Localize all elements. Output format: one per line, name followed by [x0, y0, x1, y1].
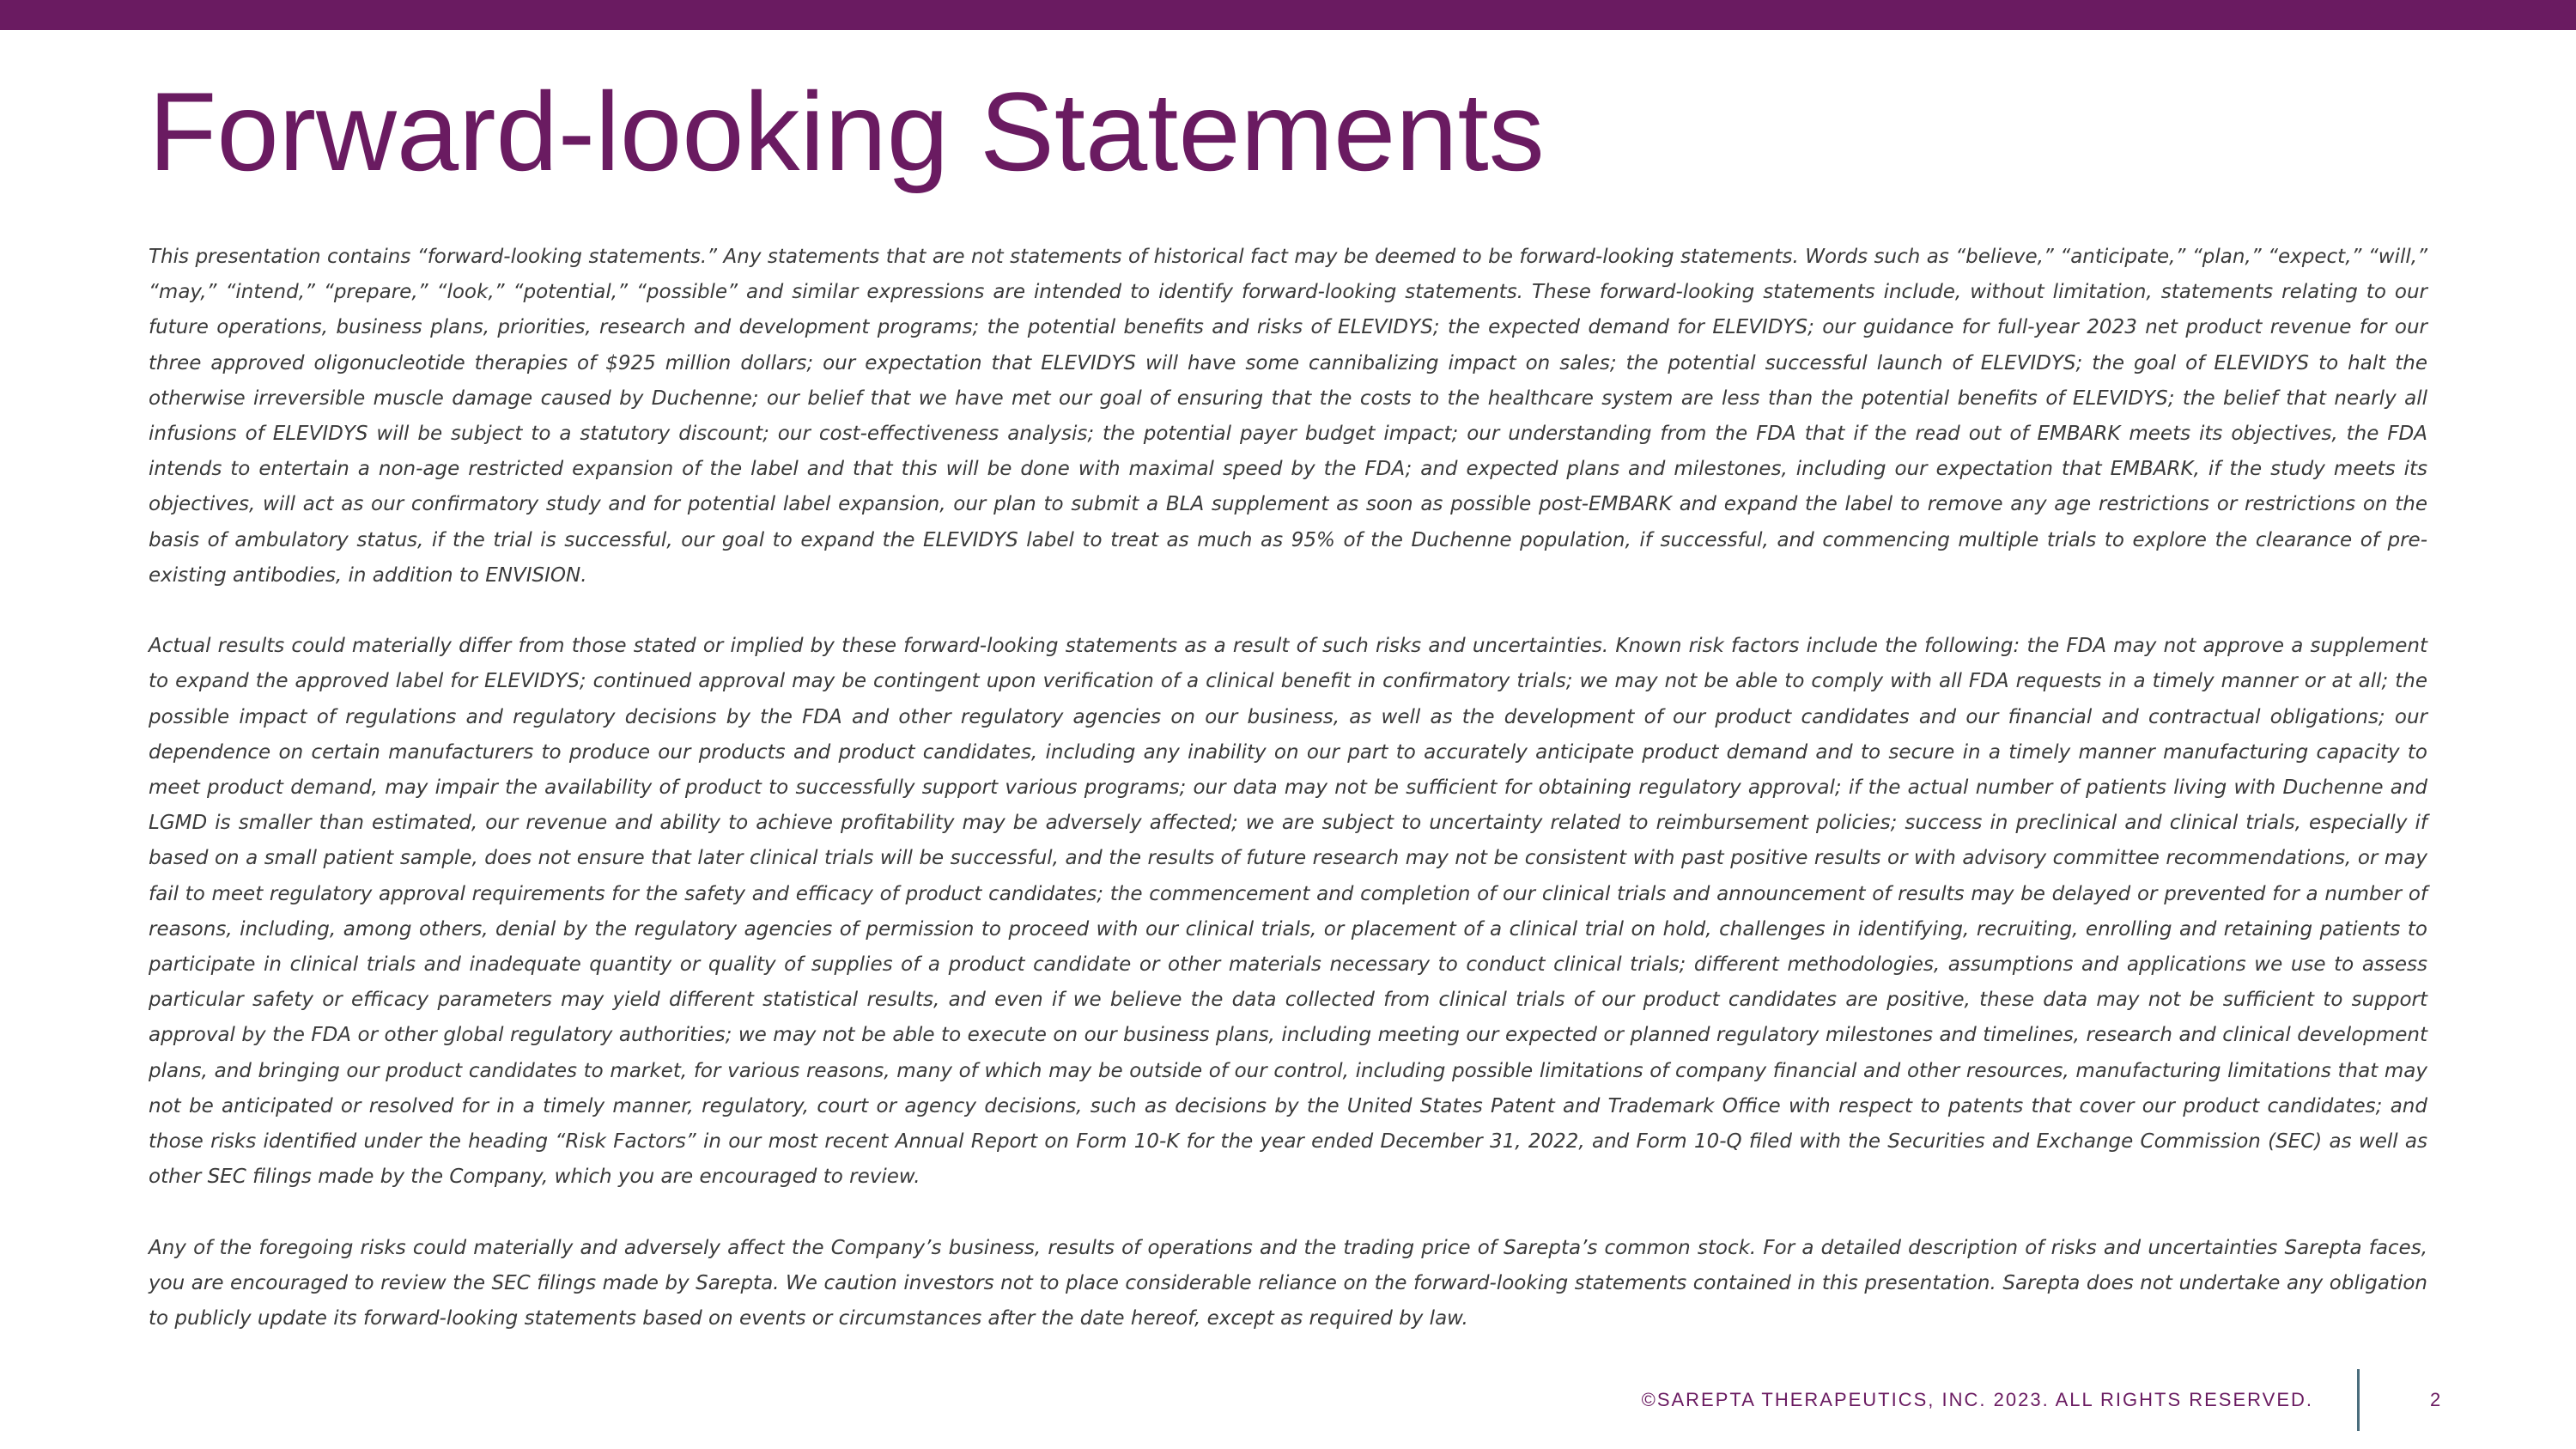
page-title: Forward-looking Statements	[149, 69, 1545, 194]
paragraph-caution: Any of the foregoing risks could materially and adversely affect the Company’s business, results of operations and the trading price of Sarepta’s common stock. For a detailed description of risks and uncertainties Sarepta faces, you are encouraged to review the SEC filings made by Sarepta. We caution investors not to place considerable reliance on the forward-looking statements contained in this presentation. Sarepta does not undertake any obligation to publicly update its forward-looking statements based on events or circumstances after the date hereof, except as required by law.	[149, 1236, 2427, 1330]
disclaimer-body	[149, 240, 2427, 1336]
paragraph-forward-looking-intro: This presentation contains “forward-looking statements.” Any statements that are not statements of historical fact may be deemed to be forward-looking statements. Words such as “believe,” “anticipate,” “plan,” “expect,” “will,” “may,” “intend,” “prepare,” “look,” “potential,” “possible” and similar expressions are intended to identify forward-looking statements. These forward-looking statements include, without limitation, statements relating to our future operations, business plans, priorities, research and development programs; the potential benefits and risks of ELEVIDYS; the expected demand for ELEVIDYS; our guidance for full-year 2023 net product revenue for our three approved oligonucleotide therapies of $925 million dollars; our expectation that ELEVIDYS will have some cannibalizing impact on sales; the potential successful launch of ELEVIDYS; the goal of ELEVIDYS to halt the otherwise irreversible muscle damage caused by Duchenne; our belief that we have met our goal of ensuring that the costs to the healthcare system are less than the potential benefits of ELEVIDYS; the belief that nearly all infusions of ELEVIDYS will be subject to a statutory discount; our cost-effectiveness analysis; the potential payer budget impact; our understanding from the FDA that if the read out of EMBARK meets its objectives, the FDA intends to entertain a non-age restricted expansion of the label and that this will be done with maximal speed by the FDA; and expected plans and milestones, including our expectation that EMBARK, if the study meets its objectives, will act as our confirmatory study and for potential label expansion, our plan to submit a BLA supplement as soon as possible post-EMBARK and expand the label to remove any age restrictions or restrictions on the basis of ambulatory status, if the trial is successful, our goal to expand the ELEVIDYS label to treat as much as 95% of the Duchenne population, if successful, and commencing multiple trials to explore the clearance of pre-existing antibodies, in addition to ENVISION.	[149, 246, 2427, 587]
top-accent-bar	[0, 0, 2576, 30]
footer-copyright: ©SAREPTA THERAPEUTICS, INC. 2023. ALL RIGHTS RESERVED.	[1641, 1389, 2313, 1410]
footer-divider	[2357, 1369, 2360, 1431]
paragraph-risk-factors: Actual results could materially differ from those stated or implied by these forward-looking statements as a result of such risks and uncertainties. Known risk factors include the following: the FDA may not approve a supplement to expand the approved label for ELEVIDYS; continued approval may be contingent upon verification of a clinical benefit in confirmatory trials; we may not be able to comply with all FDA requests in a timely manner or at all; the possible impact of regulations and regulatory decisions by the FDA and other regulatory agencies on our business, as well as the development of our product candidates and our financial and contractual obligations; our dependence on certain manufacturers to produce our products and product candidates, including any inability on our part to accurately anticipate product demand and to secure in a timely manner manufacturing capacity to meet product demand, may impair the availability of product to successfully support various programs; our data may not be sufficient for obtaining regulatory approval; if the actual number of patients living with Duchenne and LGMD is smaller than estimated, our revenue and ability to achieve profitability may be adversely affected; we are subject to uncertainty related to reimbursement policies; success in preclinical and clinical trials, especially if based on a small patient sample, does not ensure that later clinical trials will be successful, and the results of future research may not be consistent with past positive results or with advisory committee recommendations, or may fail to meet regulatory approval requirements for the safety and efficacy of product candidates; the commencement and completion of our clinical trials and announcement of results may be delayed or prevented for a number of reasons, including, among others, denial by the regulatory agencies of permission to proceed with our clinical trials, or placement of a clinical trial on hold, challenges in identifying, recruiting, enrolling and retaining patients to participate in clinical trials and inadequate quantity or quality of supplies of a product candidate or other materials necessary to conduct clinical trials; different methodologies, assumptions and applications we use to assess particular safety or efficacy parameters may yield different statistical results, and even if we believe the data collected from clinical trials of our product candidates are positive, these data may not be sufficient to support approval by the FDA or other global regulatory authorities; we may not be able to execute on our business plans, including meeting our expected or planned regulatory milestones and timelines, research and clinical development plans, and bringing our product candidates to market, for various reasons, many of which may be outside of our control, including possible limitations of company financial and other resources, manufacturing limitations that may not be anticipated or resolved for in a timely manner, regulatory, court or agency decisions, such as decisions by the United States Patent and Trademark Office with respect to patents that cover our product candidates; and those risks identified under the heading “Risk Factors” in our most recent Annual Report on Form 10-K for the year ended December 31, 2022, and Form 10-Q filed with the Securities and Exchange Commission (SEC) as well as other SEC filings made by the Company, which you are encouraged to review.	[149, 635, 2427, 1189]
page-number: 2	[2430, 1389, 2441, 1410]
